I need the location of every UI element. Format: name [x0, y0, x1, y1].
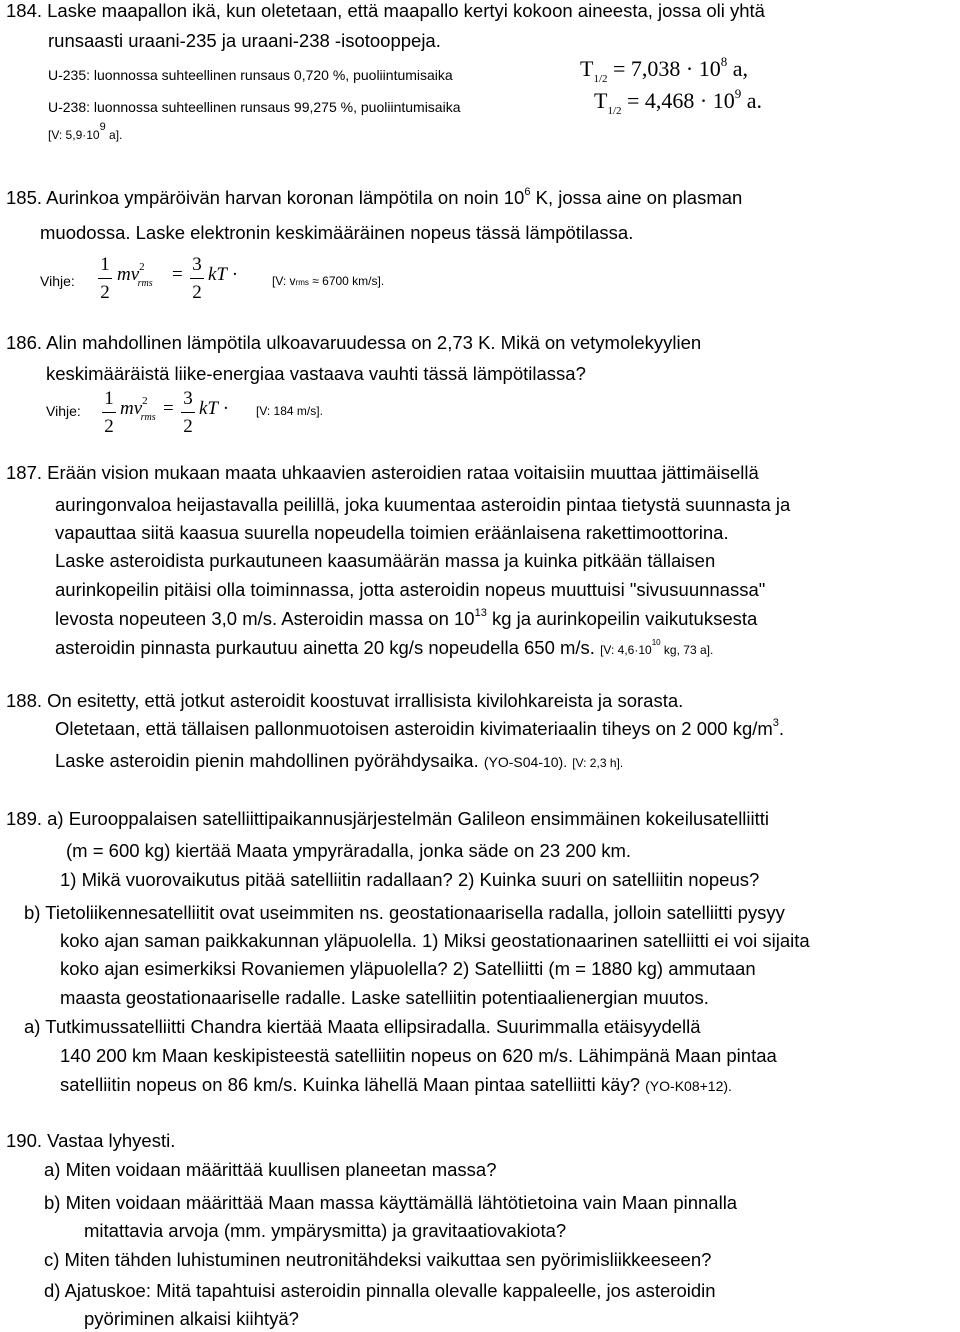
problem-187-line-6: levosta nopeuteen 3,0 m/s. Asteroidin massa on $10^{13}$ kg ja aurinkopeilin vaikutuksesta	[55, 607, 758, 629]
problem-189-c-line-1: a) Tutkimussatelliitti Chandra kiertää Maata ellipsiradalla. Suurimmalla etäisyydellä	[24, 1016, 701, 1037]
problem-189-b-line-3: koko ajan esimerkiksi Rovaniemen yläpuolella? 2) Satelliitti (m = 1880 kg) ammutaan	[60, 958, 756, 979]
fraction-bar	[98, 278, 112, 279]
problem-190-b-line-1: b) Miten voidaan määrittää Maan massa käyttämällä lähtötietoina vain Maan pinnalla	[44, 1192, 738, 1213]
u238-half-life-formula: $T_{1/2} = 4,468 \cdot 10^9$ a.	[594, 86, 763, 117]
problem-190-c: c) Miten tähden luhistuminen neutronitähdeksi vaikuttaa sen pyörimisliikkeeseen?	[44, 1249, 712, 1270]
problem-186-line-1: 186. Alin mahdollinen lämpötila ulkoavaruudessa on 2,73 K. Mikä on vetymolekyylien	[6, 332, 702, 353]
problem-187-line-7: asteroidin pinnasta purkautuu ainetta 20 kg/s nopeudella 650 m/s. [V: $4,6\cdot 10^{10}$ kg, 73 a].	[55, 637, 714, 658]
answer-185: [V: vrms ≈ 6700 km/s].	[272, 274, 385, 288]
fraction-numerator-1: 1	[104, 388, 114, 409]
problem-186-line-2: keskimääräistä liike-energiaa vastaava vauhti tässä lämpötilassa?	[46, 363, 586, 384]
problem-190-title: 190. Vastaa lyhyesti.	[6, 1130, 176, 1151]
answer-186: [V: 184 m/s].	[256, 404, 323, 418]
fraction-denominator-2: 2	[104, 416, 114, 437]
hint-label-185: Vihje:	[40, 273, 75, 289]
u235-half-life-formula: $T_{1/2} = 7,038 \cdot 10^8$ a,	[580, 54, 749, 85]
problem-185-line-1: 185. Aurinkoa ympäröivän harvan koronan lämpötila on noin $10^6$ K, jossa aine on plasman	[6, 186, 743, 208]
problem-190-d-line-1: d) Ajatuskoe: Mitä tapahtuisi asteroidin pinnalla olevalle kappaleelle, jos asteroidin	[44, 1280, 716, 1301]
answer-184: [V: $5,9\cdot 10^9$ a].	[48, 121, 123, 142]
problem-187-line-3: vapauttaa siitä kaasua suurella nopeudella toimien eräänlaisena rakettimoottorina.	[55, 522, 729, 543]
problem-189-line-3: 1) Mikä vuorovaikutus pitää satelliitin radallaan? 2) Kuinka suuri on satelliitin nopeus?	[60, 869, 760, 890]
fraction-numerator-1: 1	[100, 254, 110, 275]
fraction-denominator-2: 2	[100, 282, 110, 303]
u235-description: U-235: luonnossa suhteellinen runsaus 0,720 %, puoliintumisaika	[48, 67, 453, 83]
mv-rms-term: $mv^2_{rms}$	[120, 395, 156, 423]
problem-188-line-1: 188. On esitetty, että jotkut asteroidit koostuvat irrallisista kivilohkareista ja sorasta.	[6, 690, 684, 711]
fraction-bar	[181, 412, 195, 413]
problem-189-line-2: (m = 600 kg) kiertää Maata ympyräradalla, jonka säde on 23 200 km.	[66, 840, 632, 861]
problem-189-b-line-2: koko ajan saman paikkakunnan yläpuolella. 1) Miksi geostationaarinen satelliitti ei voi sijaita	[60, 930, 810, 951]
mv-rms-term: $mv^2_{rms}$	[117, 261, 153, 289]
problem-187-line-4: Laske asteroidista purkautuneen kaasumäärän massa ja kuinka pitkään tällaisen	[55, 550, 716, 571]
fraction-denominator-2: 2	[183, 416, 193, 437]
problem-189-b-line-4: maasta geostationaariselle radalle. Laske satelliitin potentiaalienergian muutos.	[60, 987, 709, 1008]
problem-189-c-line-2: 140 200 km Maan keskipisteestä satelliitin nopeus on 620 m/s. Lähimpänä Maan pintaa	[60, 1045, 777, 1066]
problem-187-line-1: 187. Erään vision mukaan maata uhkaavien asteroidien rataa voitaisiin muuttaa jättimäisellä	[6, 462, 759, 483]
source-189: (YO-K08+12).	[645, 1078, 732, 1094]
problem-190-b-line-2: mitattavia arvoja (mm. ympärysmitta) ja gravitaatiovakiota?	[84, 1220, 567, 1241]
fraction-denominator-2: 2	[192, 282, 202, 303]
problem-190-d-line-2: pyöriminen alkaisi kiihtyä?	[84, 1308, 299, 1329]
problem-185-line-2: muodossa. Laske elektronin keskimääräinen nopeus tässä lämpötilassa.	[40, 222, 634, 243]
problem-189-line-1: 189. a) Eurooppalaisen satelliittipaikannusjärjestelmän Galileon ensimmäinen kokeilusatelliitti	[6, 808, 770, 829]
source-188: (YO-S04-10).	[483, 754, 568, 770]
problem-184-line-1: 184. Laske maapallon ikä, kun oletetaan, että maapallo kertyi kokoon aineesta, jossa oli yhtä	[6, 0, 765, 21]
fraction-numerator-3: 3	[192, 254, 202, 275]
problem-187-line-2: auringonvaloa heijastavalla peilillä, joka kuumentaa asteroidin pintaa tietystä suunnasta ja	[55, 494, 791, 515]
hint-label-186: Vihje:	[46, 403, 81, 419]
problem-188-line-3: Laske asteroidin pienin mahdollinen pyörähdysaika. (YO-S04-10). [V: 2,3 h].	[55, 750, 624, 771]
u238-description: U-238: luonnossa suhteellinen runsaus 99,275 %, puoliintumisaika	[48, 99, 461, 115]
kT-term: kT ·	[208, 264, 239, 285]
equals-sign: =	[172, 264, 183, 285]
problem-187-line-5: aurinkopeilin pitäisi olla toiminnassa, jotta asteroidin nopeus muuttuisi "sivusuunnassa"	[55, 579, 766, 600]
fraction-bar	[102, 412, 116, 413]
equals-sign: =	[163, 398, 174, 419]
problem-190-a: a) Miten voidaan määrittää kuullisen planeetan massa?	[44, 1159, 497, 1180]
problem-189-b-line-1: b) Tietoliikennesatelliitit ovat useimmiten ns. geostationaarisella radalla, jolloin satelliitti pysyy	[24, 902, 785, 923]
answer-187: [V: $4,6\cdot 10^{10}$ kg, 73 a].	[600, 638, 714, 657]
answer-188: [V: 2,3 h].	[572, 756, 624, 770]
kT-term: kT ·	[199, 398, 230, 419]
problem-184-line-2: runsaasti uraani-235 ja uraani-238 -isotooppeja.	[48, 30, 441, 51]
problem-189-c-line-3: satelliitin nopeus on 86 km/s. Kuinka lähellä Maan pintaa satelliitti käy? (YO-K08+12).	[60, 1074, 732, 1095]
problem-188-line-2: Oletetaan, että tällaisen pallonmuotoisen asteroidin kivimateriaalin tiheys on 2 000 $kg/m^3$.	[55, 717, 785, 739]
fraction-numerator-3: 3	[183, 388, 193, 409]
fraction-bar	[190, 278, 204, 279]
